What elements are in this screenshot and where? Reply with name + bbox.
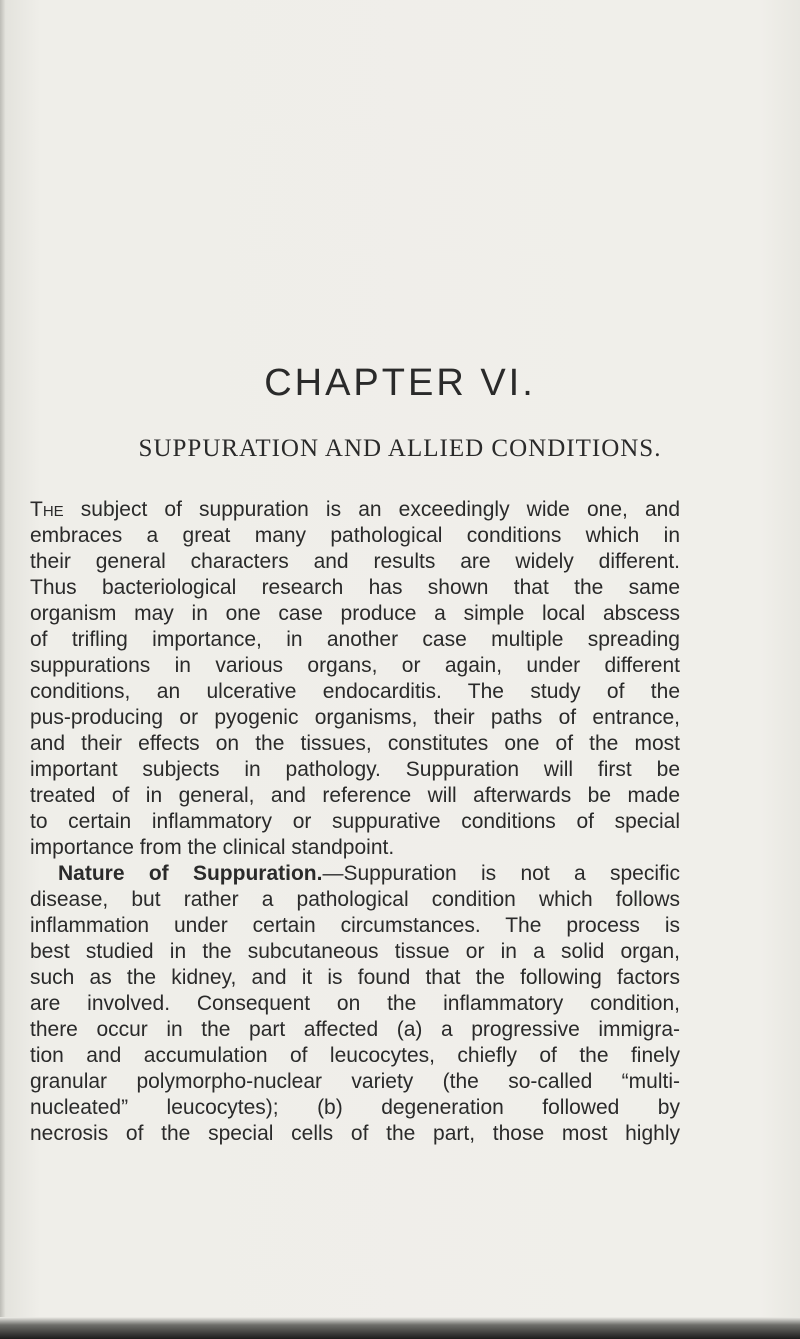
text-line: nucleated” leucocytes); (b) degeneration followed by — [30, 1096, 680, 1119]
text-line: inflammation under certain circumstances. The process is — [30, 914, 680, 937]
text-line: disease, but rather a pathological condition which follows — [30, 888, 680, 911]
text-line-rest: subject of suppuration is an exceedingly wide one, and — [63, 498, 680, 521]
text-line: pus-producing or pyogenic organisms, their paths of entrance, — [30, 706, 680, 729]
text-line: of trifling importance, in another case multiple spreading — [30, 628, 680, 651]
paragraph-lead-word: The — [30, 498, 64, 521]
text-line: necrosis of the special cells of the part, those most highly — [30, 1122, 680, 1145]
text-line: there occur in the part affected (a) a progressive immigra- — [30, 1018, 680, 1041]
text-line: important subjects in pathology. Suppuration will first be — [30, 758, 680, 781]
text-line: their general characters and results are widely different. — [30, 550, 680, 573]
subheading-nature-of-suppuration: Nature of Suppuration. — [58, 862, 323, 885]
text-line: best studied in the subcutaneous tissue or in a solid organ, — [30, 940, 680, 963]
text-line: embraces a great many pathological conditions which in — [30, 524, 680, 547]
page-bottom-shadow — [0, 1317, 800, 1339]
text-line: are involved. Consequent on the inflammatory condition, — [30, 992, 680, 1015]
section-title: SUPPURATION AND ALLIED CONDITIONS. — [138, 435, 662, 462]
text-line — [30, 497, 680, 523]
text-line: treated of in general, and reference will afterwards be made — [30, 784, 680, 807]
text-line: and their effects on the tissues, constitutes one of the most — [30, 732, 680, 755]
chapter-heading: CHAPTER VI. — [264, 362, 536, 404]
text-line-rest: —Suppuration is not a specific — [322, 862, 681, 885]
text-line: to certain inflammatory or suppurative conditions of special — [30, 810, 680, 833]
text-line: importance from the clinical standpoint. — [30, 836, 395, 859]
text-line: Thus bacteriological research has shown that the same — [30, 576, 680, 599]
text-line: tion and accumulation of leucocytes, chiefly of the finely — [30, 1044, 680, 1067]
text-line: organism may in one case produce a simple local abscess — [30, 602, 680, 625]
text-line: such as the kidney, and it is found that the following factors — [30, 966, 680, 989]
text-line: granular polymorpho-nuclear variety (the so-called “multi- — [30, 1070, 680, 1093]
text-line: suppurations in various organs, or again, under different — [30, 654, 680, 677]
text-line — [58, 861, 680, 887]
page-binding-shadow — [0, 0, 6, 1339]
text-line: conditions, an ulcerative endocarditis. The study of the — [30, 680, 680, 703]
